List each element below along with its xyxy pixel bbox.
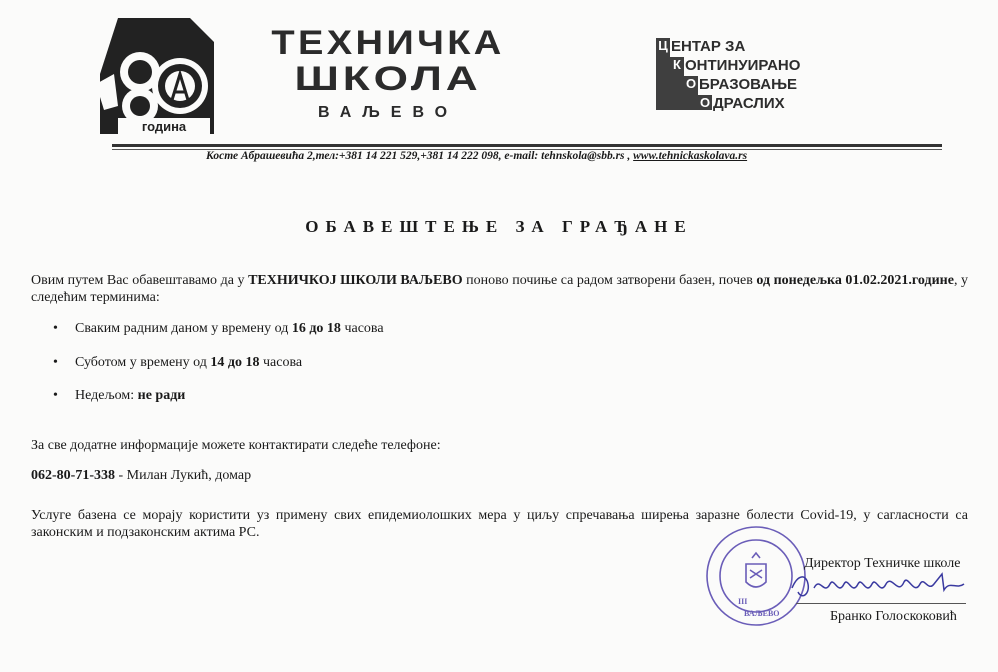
center-logo-block [656,53,670,110]
document-title: ОБАВЕШТЕЊЕ ЗА ГРАЂАНЕ [305,217,693,236]
schedule-text: Сваким радним даном у времену од [75,321,292,336]
schedule-text: часова [259,355,303,370]
contact-line [31,467,251,484]
signature-line [796,603,966,604]
svg-text:ВАЉЕВО: ВАЉЕВО [744,609,780,618]
center-logo-row: ДРАСЛИХ [713,95,785,112]
handwritten-signature [784,566,974,608]
school-name-logo [272,26,504,122]
center-logo-initial: О [685,76,697,91]
website-link[interactable]: www.tehnickaskolava.rs [633,150,748,162]
signature-title: Директор Техничке школе [804,556,961,571]
center-logo-block [670,72,684,110]
intro-text: , у следећим терминима: [31,273,968,305]
contact-person: - Милан Лукић, домар [115,468,252,483]
school-name-line1: ТЕХНИЧКА [271,24,505,62]
header-rule [112,144,942,147]
schedule-item-sunday [53,388,185,404]
center-logo-initial: Ц [656,38,670,53]
intro-school-name: ТЕХНИЧКОЈ ШКОЛИ ВАЉЕВО [248,273,463,288]
address-text: Косте Абрашевића 2,тел:+381 14 221 529,+381 14 222 098, e-mail: tehnskola@sbb.rs , [206,150,631,162]
schedule-item-saturday [53,355,302,371]
schedule-text: Недељом: [75,388,138,403]
center-logo-row: ОНТИНУИРАНО [685,57,801,74]
schedule-hours: 14 до 18 [210,355,260,370]
schedule-text: Суботом у времену од [75,355,211,370]
schedule-text: часова [340,321,384,336]
anniversary-80-logo [96,14,214,134]
bullet-icon: • [53,355,58,370]
bullet-icon: • [53,388,58,403]
center-logo-initial: О [699,95,711,110]
contact-intro: За све додатне информације можете контактирати следеће телефоне: [31,438,441,453]
center-logo [656,38,836,114]
bullet-icon: • [53,321,58,336]
intro-paragraph [31,272,968,306]
intro-text: поново почиње са радом затворени базен, почев [462,273,757,288]
anniversary-label: година [141,119,187,134]
svg-text:III: III [738,597,748,606]
signature-name: Бранко Голоскоковић [830,609,957,624]
intro-text: Овим путем Вас обавештавамо да у [31,273,249,288]
school-city: ВАЉЕВО [317,104,459,121]
center-logo-initial: К [670,57,684,72]
address-line [206,150,747,162]
schedule-hours: 16 до 18 [291,321,341,336]
center-logo-row: ЕНТАР ЗА [671,38,746,55]
school-name-line2: ШКОЛА [294,60,482,98]
schedule-item-weekdays [53,321,384,337]
center-logo-block [684,91,698,110]
notice-paragraph: Услуге базена се морају користити уз примену свих епидемиолошких мера у циљу спречавања ширења заразне болести Covid-19, у сагласности са законским и подзаконским актима РС. [31,508,968,540]
intro-start-date: од понедељка 01.02.2021.године [756,273,954,288]
center-logo-row: БРАЗОВАЊЕ [699,76,798,93]
schedule-closed: не ради [137,388,186,403]
contact-phone: 062-80-71-338 [31,468,115,483]
